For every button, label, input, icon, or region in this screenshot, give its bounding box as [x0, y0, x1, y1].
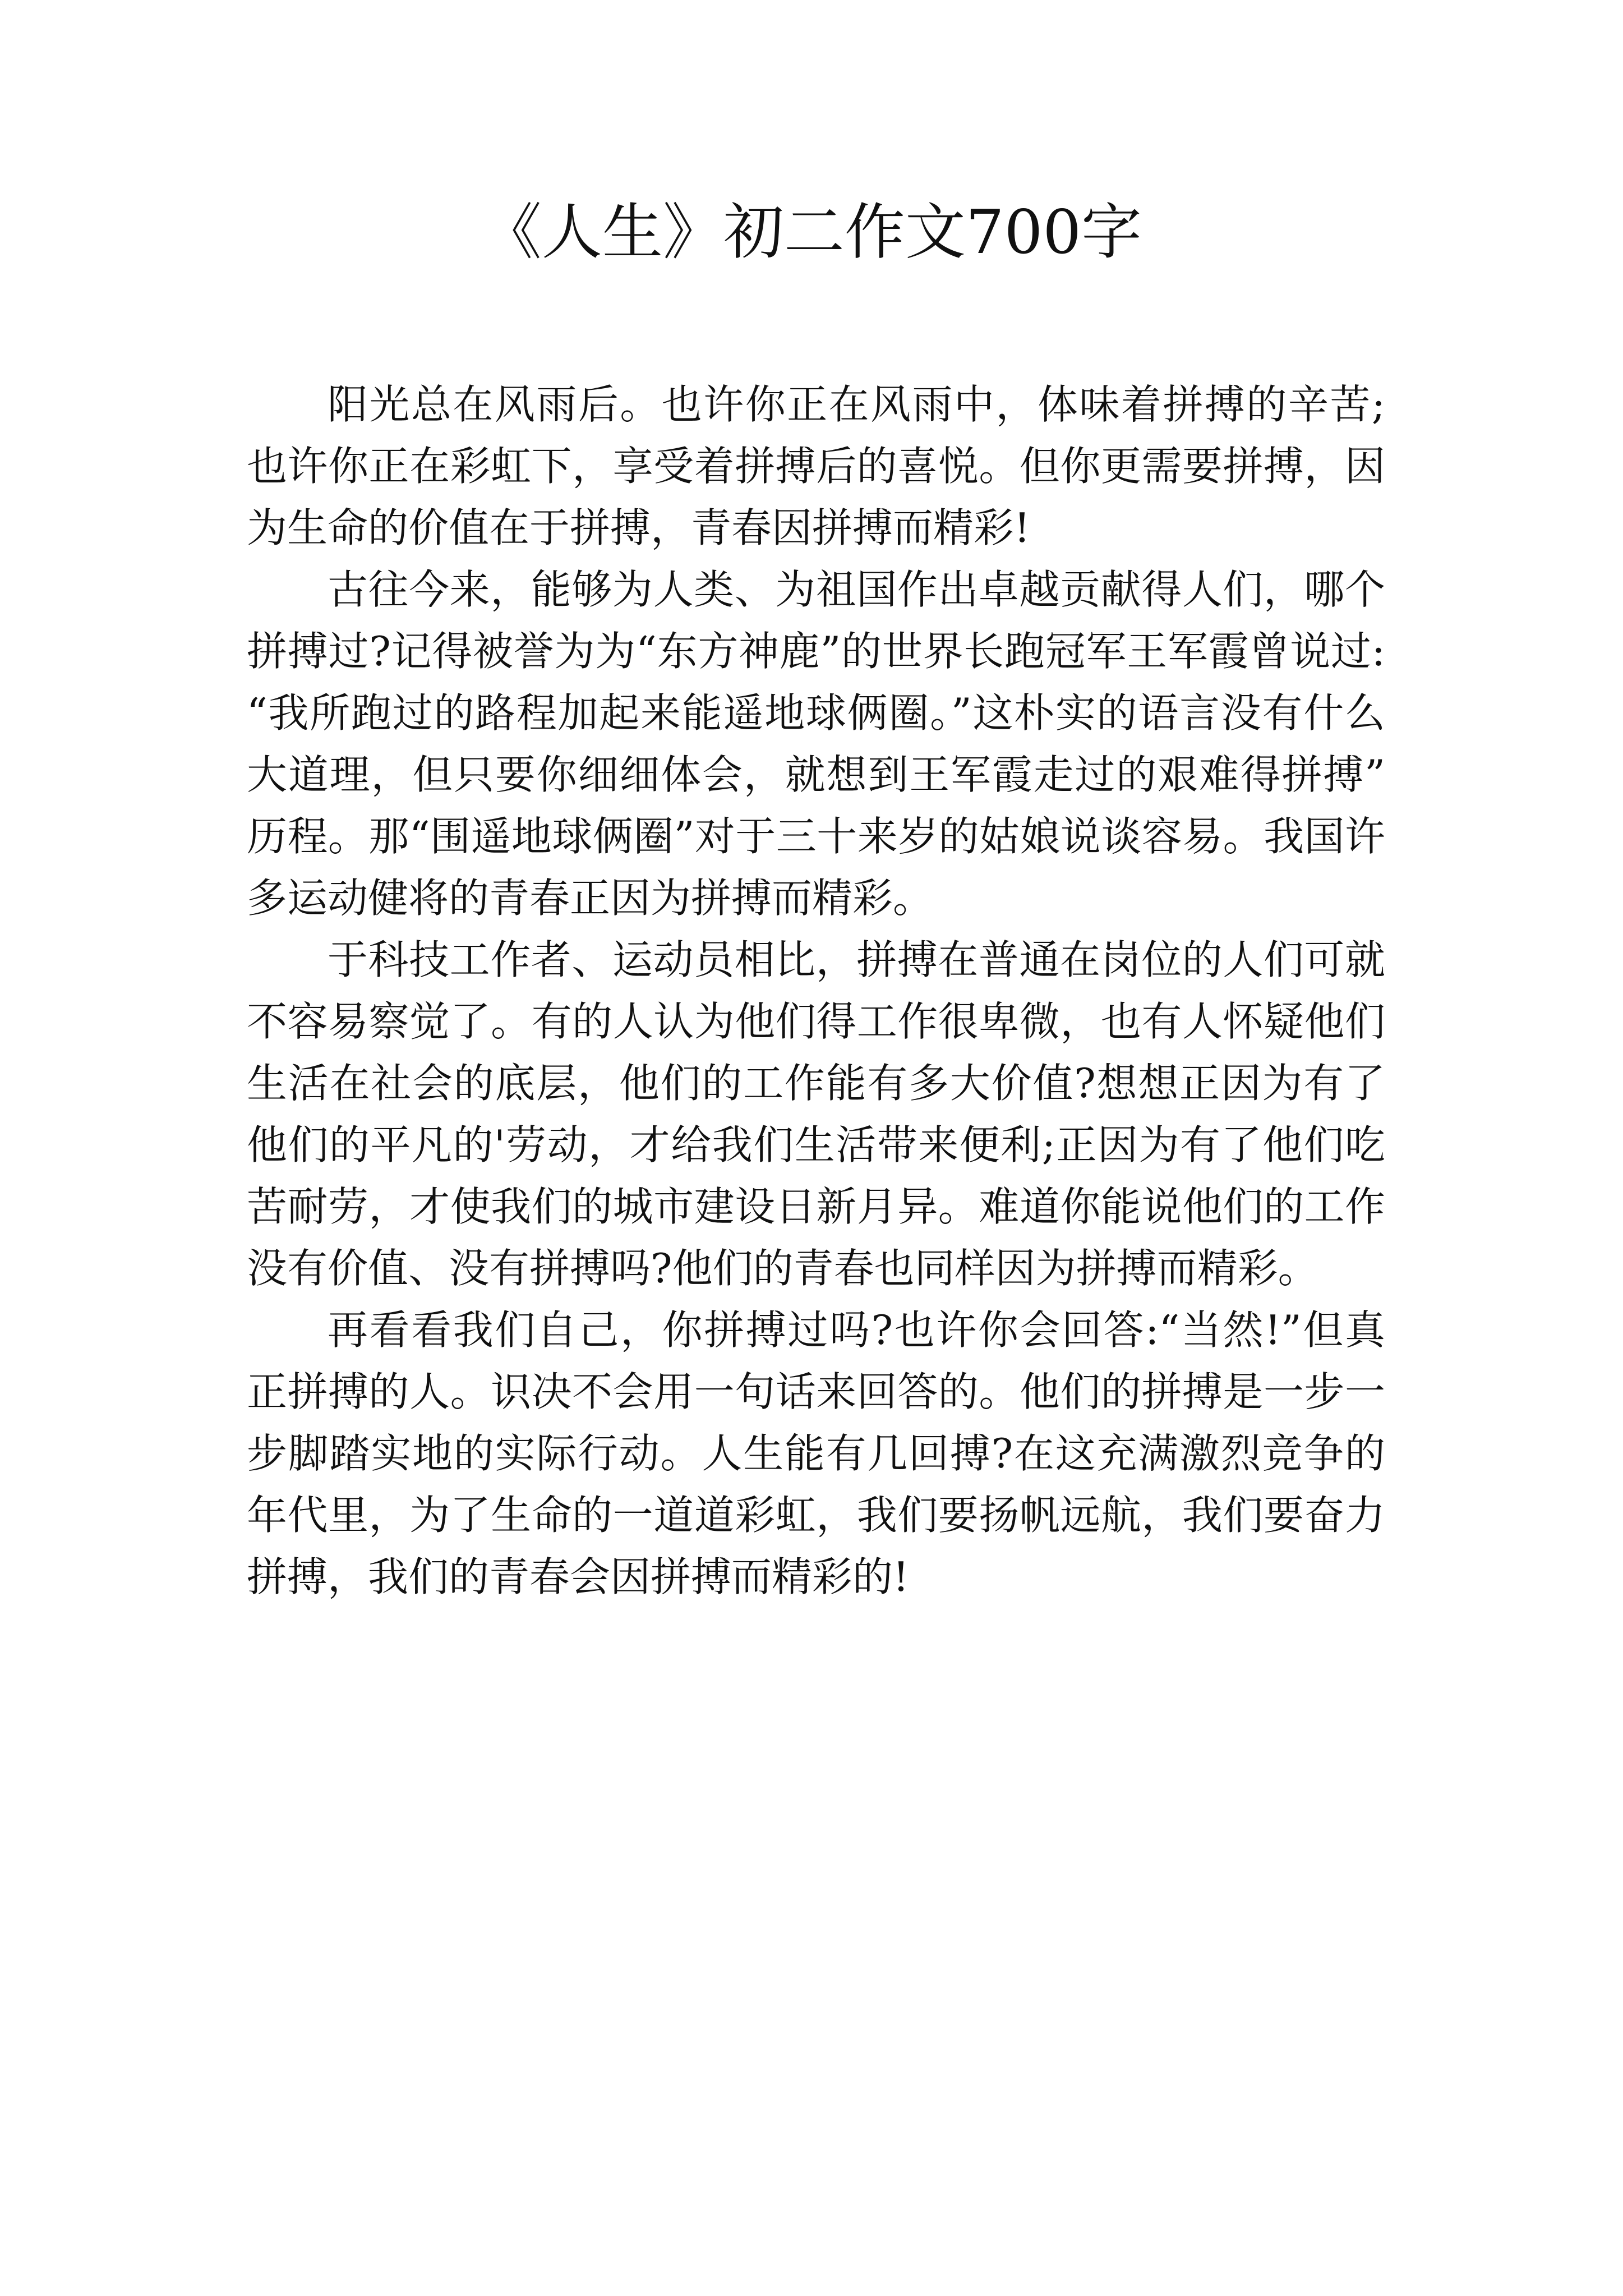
paragraph-1: 阳光总在风雨后。也许你正在风雨中，体味着拼搏的辛苦;也许你正在彩虹下，享受着拼搏后的喜悦。但你更需要拼搏，因为生命的价值在于拼搏，青春因拼搏而精彩! [247, 381, 1385, 551]
paragraph-3: 于科技工作者、运动员相比，拼搏在普通在岗位的人们可就不容易察觉了。有的人认为他们得工作很卑微，也有人怀疑他们生活在社会的底层，他们的工作能有多大价值?想想正因为有了他们的平凡的'劳动，才给我们生活带来便利;正因为有了他们吃苦耐劳，才使我们的城市建设日新月异。难道你能说他们的工作没有价值、没有拼搏吗?他们的青春也同样因为拼搏而精彩。 [247, 936, 1385, 1292]
document-title: 《人生》初二作文700字 [481, 197, 1142, 268]
paragraph-2: 古往今来，能够为人类、为祖国作出卓越贡献得人们，哪个拼搏过?记得被誉为为“东方神鹿”的世界长跑冠军王军霞曾说过:“我所跑过的路程加起来能遥地球俩圈。”这朴实的语言没有什么大道理，但只要你细细体会，就想到王军霞走过的艰难得拼搏”历程。那“围遥地球俩圈”对于三十来岁的姑娘说谈容易。我国许多运动健将的青春正因为拼搏而精彩。 [247, 566, 1385, 922]
document-body [247, 374, 1385, 1608]
paragraph-4: 再看看我们自己，你拼搏过吗?也许你会回答:“当然!”但真正拼搏的人。识决不会用一句话来回答的。他们的拼搏是一步一步脚踏实地的实际行动。人生能有几回搏?在这充满激烈竞争的年代里，为了生命的一道道彩虹，我们要扬帆远航，我们要奋力拼搏，我们的青春会因拼搏而精彩的! [247, 1306, 1385, 1600]
